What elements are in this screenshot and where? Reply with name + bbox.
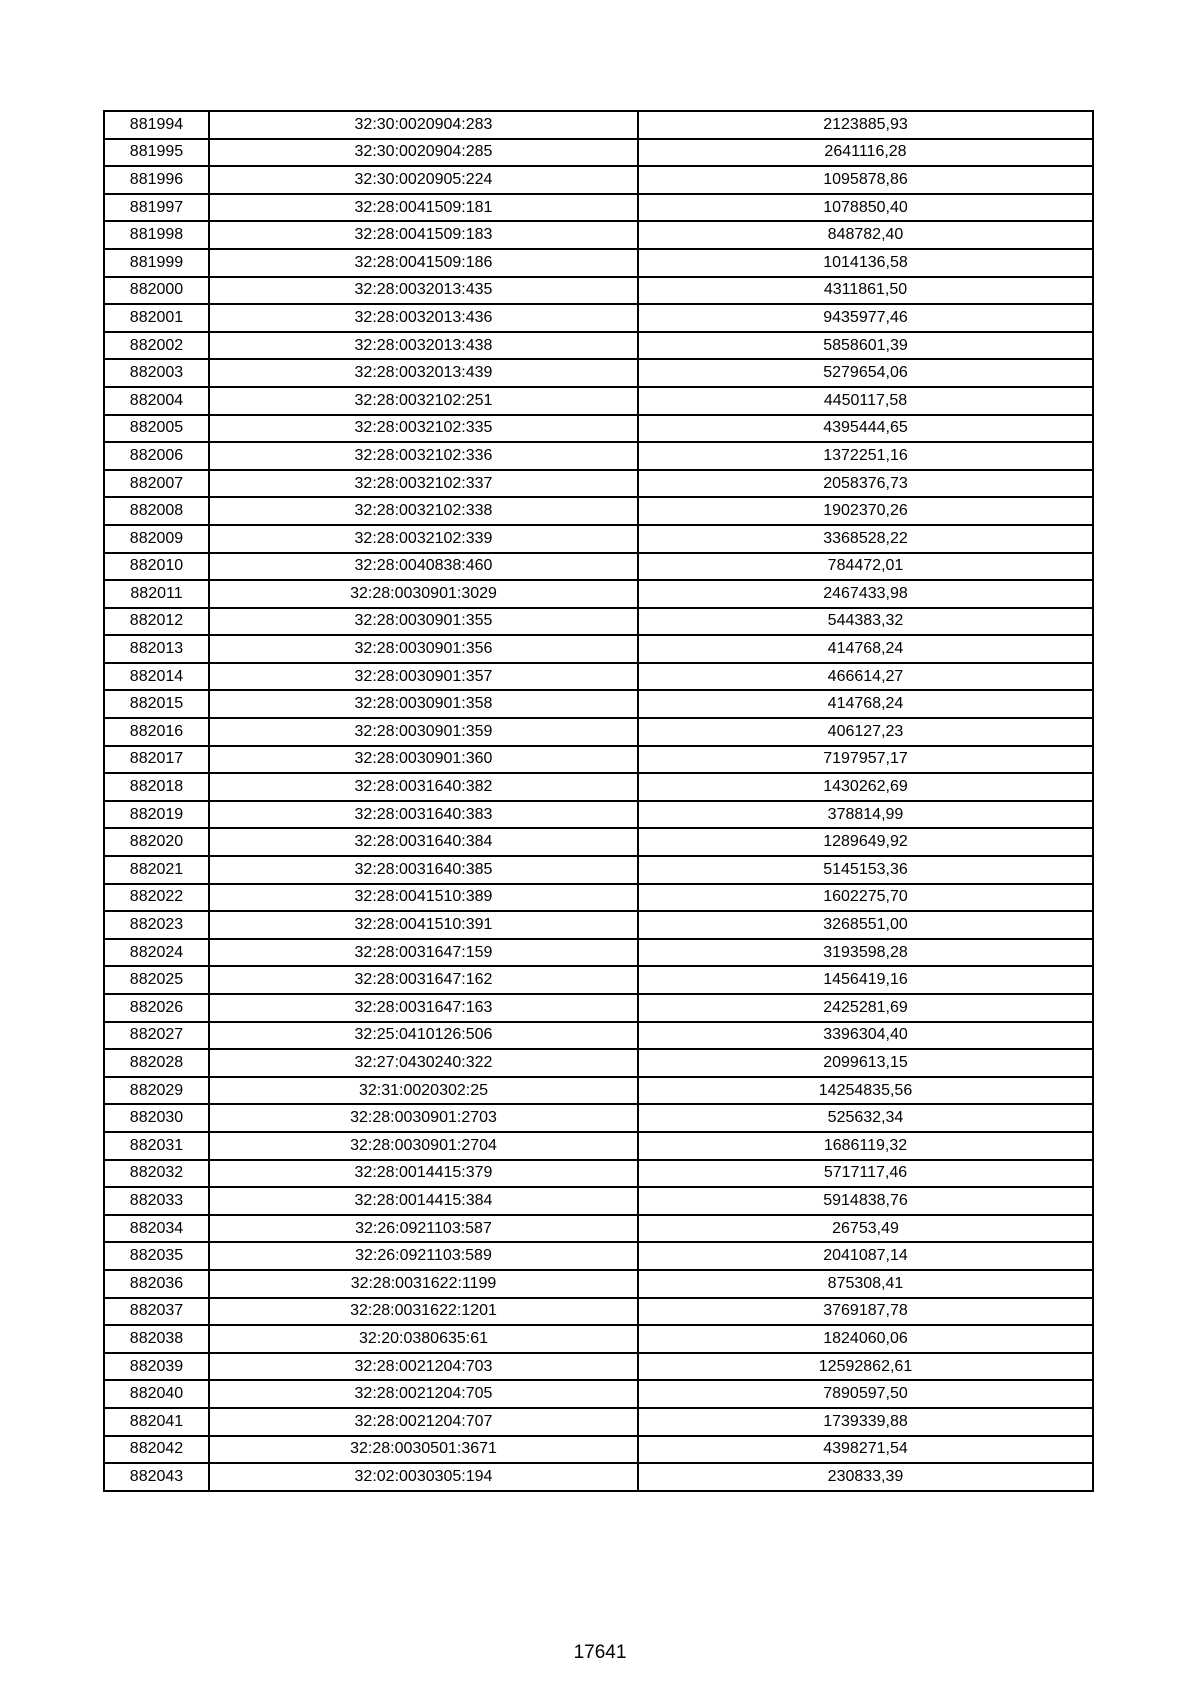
cadastral-number-cell: 32:28:0032102:335 [209,415,638,443]
table-row [104,111,1093,139]
cadastral-number-cell: 32:28:0021204:707 [209,1408,638,1436]
table-row [104,1380,1093,1408]
row-number-cell: 881999 [104,249,209,277]
table-row [104,277,1093,305]
cadastral-number-cell: 32:28:0030901:356 [209,635,638,663]
row-number-cell: 881996 [104,166,209,194]
table-row [104,994,1093,1022]
value-cell: 5717117,46 [638,1160,1093,1188]
cadastral-number-cell: 32:28:0032013:435 [209,277,638,305]
cadastral-number-cell: 32:28:0032013:436 [209,304,638,332]
row-number-cell: 882018 [104,773,209,801]
value-cell: 5145153,36 [638,856,1093,884]
value-cell: 466614,27 [638,663,1093,691]
table-row [104,1187,1093,1215]
value-cell: 414768,24 [638,635,1093,663]
value-cell: 1456419,16 [638,966,1093,994]
row-number-cell: 881994 [104,111,209,139]
value-cell: 2099613,15 [638,1049,1093,1077]
row-number-cell: 882019 [104,801,209,829]
value-cell: 2641116,28 [638,139,1093,167]
value-cell: 525632,34 [638,1104,1093,1132]
value-cell: 5914838,76 [638,1187,1093,1215]
table-row [104,470,1093,498]
value-cell: 406127,23 [638,718,1093,746]
cadastral-number-cell: 32:28:0030901:355 [209,608,638,636]
row-number-cell: 882016 [104,718,209,746]
cadastral-number-cell: 32:28:0021204:703 [209,1353,638,1381]
value-cell: 26753,49 [638,1215,1093,1243]
table-row [104,1298,1093,1326]
value-cell: 1095878,86 [638,166,1093,194]
table-row [104,194,1093,222]
row-number-cell: 882042 [104,1436,209,1464]
table-row [104,773,1093,801]
row-number-cell: 882014 [104,663,209,691]
table-row [104,1104,1093,1132]
records-table-body [104,111,1093,1491]
row-number-cell: 882002 [104,332,209,360]
table-row [104,442,1093,470]
cadastral-number-cell: 32:02:0030305:194 [209,1463,638,1491]
row-number-cell: 882022 [104,884,209,912]
table-row [104,608,1093,636]
row-number-cell: 882012 [104,608,209,636]
table-row [104,939,1093,967]
table-row [104,1353,1093,1381]
value-cell: 230833,39 [638,1463,1093,1491]
table-row [104,221,1093,249]
row-number-cell: 882008 [104,497,209,525]
cadastral-number-cell: 32:28:0031647:163 [209,994,638,1022]
table-row [104,718,1093,746]
table-row [104,387,1093,415]
row-number-cell: 882026 [104,994,209,1022]
row-number-cell: 882043 [104,1463,209,1491]
table-row [104,497,1093,525]
cadastral-number-cell: 32:28:0041509:181 [209,194,638,222]
records-table-container [103,110,1086,1492]
cadastral-number-cell: 32:28:0031640:382 [209,773,638,801]
cadastral-number-cell: 32:28:0032013:438 [209,332,638,360]
value-cell: 3268551,00 [638,911,1093,939]
value-cell: 7890597,50 [638,1380,1093,1408]
value-cell: 1289649,92 [638,828,1093,856]
cadastral-number-cell: 32:28:0032013:439 [209,359,638,387]
row-number-cell: 881997 [104,194,209,222]
value-cell: 1902370,26 [638,497,1093,525]
cadastral-number-cell: 32:28:0041509:186 [209,249,638,277]
value-cell: 1686119,32 [638,1132,1093,1160]
table-row [104,911,1093,939]
row-number-cell: 881998 [104,221,209,249]
value-cell: 784472,01 [638,553,1093,581]
value-cell: 1739339,88 [638,1408,1093,1436]
row-number-cell: 882004 [104,387,209,415]
value-cell: 1824060,06 [638,1325,1093,1353]
cadastral-number-cell: 32:31:0020302:25 [209,1077,638,1105]
table-row [104,801,1093,829]
value-cell: 2041087,14 [638,1242,1093,1270]
row-number-cell: 882038 [104,1325,209,1353]
cadastral-number-cell: 32:28:0030901:359 [209,718,638,746]
row-number-cell: 882013 [104,635,209,663]
cadastral-number-cell: 32:30:0020904:283 [209,111,638,139]
table-row [104,1077,1093,1105]
row-number-cell: 882030 [104,1104,209,1132]
row-number-cell: 882007 [104,470,209,498]
table-row [104,580,1093,608]
value-cell: 12592862,61 [638,1353,1093,1381]
records-table [103,110,1094,1492]
row-number-cell: 882036 [104,1270,209,1298]
table-row [104,1270,1093,1298]
table-row [104,856,1093,884]
value-cell: 7197957,17 [638,746,1093,774]
cadastral-number-cell: 32:28:0032102:339 [209,525,638,553]
page-number: 17641 [573,1642,627,1663]
cadastral-number-cell: 32:28:0030901:2704 [209,1132,638,1160]
cadastral-number-cell: 32:28:0041510:391 [209,911,638,939]
value-cell: 414768,24 [638,690,1093,718]
table-row [104,635,1093,663]
row-number-cell: 882034 [104,1215,209,1243]
cadastral-number-cell: 32:28:0031622:1199 [209,1270,638,1298]
value-cell: 2123885,93 [638,111,1093,139]
value-cell: 5279654,06 [638,359,1093,387]
value-cell: 4395444,65 [638,415,1093,443]
table-row [104,1242,1093,1270]
cadastral-number-cell: 32:28:0014415:384 [209,1187,638,1215]
cadastral-number-cell: 32:30:0020904:285 [209,139,638,167]
row-number-cell: 882041 [104,1408,209,1436]
table-row [104,525,1093,553]
row-number-cell: 882039 [104,1353,209,1381]
row-number-cell: 882010 [104,553,209,581]
cadastral-number-cell: 32:28:0031640:385 [209,856,638,884]
value-cell: 3769187,78 [638,1298,1093,1326]
row-number-cell: 882032 [104,1160,209,1188]
value-cell: 14254835,56 [638,1077,1093,1105]
table-row [104,1325,1093,1353]
row-number-cell: 882025 [104,966,209,994]
cadastral-number-cell: 32:28:0021204:705 [209,1380,638,1408]
table-row [104,1049,1093,1077]
cadastral-number-cell: 32:28:0040838:460 [209,553,638,581]
row-number-cell: 882009 [104,525,209,553]
value-cell: 4450117,58 [638,387,1093,415]
value-cell: 378814,99 [638,801,1093,829]
value-cell: 3193598,28 [638,939,1093,967]
row-number-cell: 882027 [104,1022,209,1050]
cadastral-number-cell: 32:28:0041509:183 [209,221,638,249]
cadastral-number-cell: 32:28:0031622:1201 [209,1298,638,1326]
value-cell: 2058376,73 [638,470,1093,498]
table-row [104,415,1093,443]
table-row [104,1132,1093,1160]
table-row [104,359,1093,387]
value-cell: 9435977,46 [638,304,1093,332]
cadastral-number-cell: 32:28:0032102:336 [209,442,638,470]
cadastral-number-cell: 32:25:0410126:506 [209,1022,638,1050]
table-row [104,304,1093,332]
table-row [104,553,1093,581]
cadastral-number-cell: 32:28:0032102:338 [209,497,638,525]
value-cell: 5858601,39 [638,332,1093,360]
row-number-cell: 882024 [104,939,209,967]
row-number-cell: 881995 [104,139,209,167]
cadastral-number-cell: 32:28:0030501:3671 [209,1436,638,1464]
table-row [104,828,1093,856]
cadastral-number-cell: 32:26:0921103:587 [209,1215,638,1243]
value-cell: 3368528,22 [638,525,1093,553]
table-row [104,663,1093,691]
table-row [104,690,1093,718]
row-number-cell: 882035 [104,1242,209,1270]
cadastral-number-cell: 32:28:0030901:3029 [209,580,638,608]
value-cell: 1372251,16 [638,442,1093,470]
row-number-cell: 882021 [104,856,209,884]
table-row [104,1160,1093,1188]
row-number-cell: 882005 [104,415,209,443]
value-cell: 1078850,40 [638,194,1093,222]
row-number-cell: 882023 [104,911,209,939]
cadastral-number-cell: 32:28:0031647:159 [209,939,638,967]
cadastral-number-cell: 32:28:0041510:389 [209,884,638,912]
table-row [104,249,1093,277]
value-cell: 4398271,54 [638,1436,1093,1464]
cadastral-number-cell: 32:28:0030901:2703 [209,1104,638,1132]
cadastral-number-cell: 32:28:0032102:251 [209,387,638,415]
value-cell: 1430262,69 [638,773,1093,801]
cadastral-number-cell: 32:28:0032102:337 [209,470,638,498]
value-cell: 3396304,40 [638,1022,1093,1050]
row-number-cell: 882017 [104,746,209,774]
cadastral-number-cell: 32:28:0014415:379 [209,1160,638,1188]
row-number-cell: 882006 [104,442,209,470]
value-cell: 544383,32 [638,608,1093,636]
cadastral-number-cell: 32:28:0031640:383 [209,801,638,829]
cadastral-number-cell: 32:20:0380635:61 [209,1325,638,1353]
value-cell: 4311861,50 [638,277,1093,305]
table-row [104,1215,1093,1243]
value-cell: 1014136,58 [638,249,1093,277]
table-row [104,1022,1093,1050]
cadastral-number-cell: 32:27:0430240:322 [209,1049,638,1077]
row-number-cell: 882015 [104,690,209,718]
row-number-cell: 882031 [104,1132,209,1160]
cadastral-number-cell: 32:28:0030901:360 [209,746,638,774]
row-number-cell: 882011 [104,580,209,608]
table-row [104,1436,1093,1464]
row-number-cell: 882040 [104,1380,209,1408]
row-number-cell: 882003 [104,359,209,387]
cadastral-number-cell: 32:28:0031640:384 [209,828,638,856]
value-cell: 1602275,70 [638,884,1093,912]
table-row [104,166,1093,194]
row-number-cell: 882001 [104,304,209,332]
cadastral-number-cell: 32:26:0921103:589 [209,1242,638,1270]
table-row [104,884,1093,912]
table-row [104,139,1093,167]
value-cell: 875308,41 [638,1270,1093,1298]
table-row [104,1408,1093,1436]
row-number-cell: 882037 [104,1298,209,1326]
row-number-cell: 882000 [104,277,209,305]
value-cell: 2467433,98 [638,580,1093,608]
row-number-cell: 882020 [104,828,209,856]
cadastral-number-cell: 32:28:0031647:162 [209,966,638,994]
table-row [104,1463,1093,1491]
table-row [104,966,1093,994]
table-row [104,332,1093,360]
value-cell: 848782,40 [638,221,1093,249]
table-row [104,746,1093,774]
row-number-cell: 882033 [104,1187,209,1215]
row-number-cell: 882028 [104,1049,209,1077]
row-number-cell: 882029 [104,1077,209,1105]
cadastral-number-cell: 32:28:0030901:358 [209,690,638,718]
cadastral-number-cell: 32:30:0020905:224 [209,166,638,194]
cadastral-number-cell: 32:28:0030901:357 [209,663,638,691]
value-cell: 2425281,69 [638,994,1093,1022]
